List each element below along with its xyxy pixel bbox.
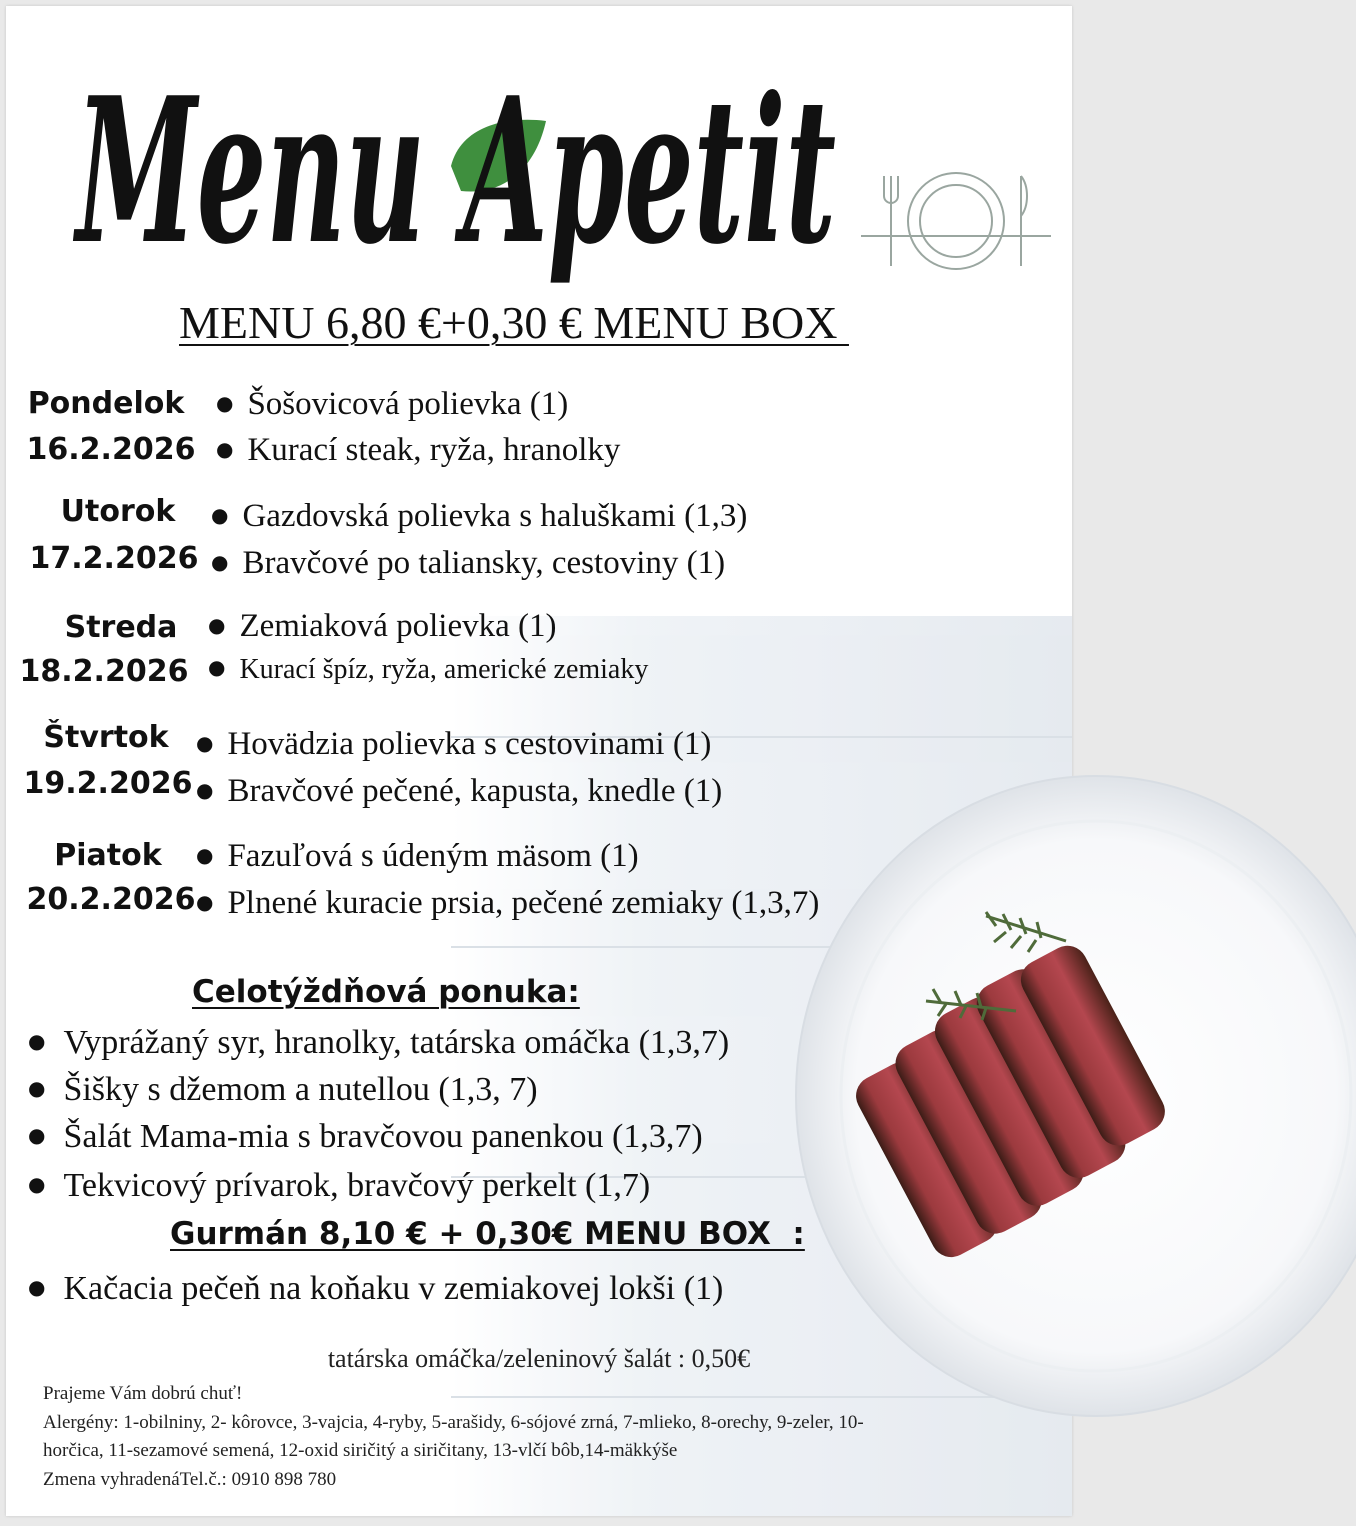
- dish-tuesday-main: ● Bravčové po taliansky, cestoviny (1): [211, 545, 726, 581]
- dish-friday-main: ● Plnené kuracie prsia, pečené zemiaky (1,3,7): [196, 885, 820, 921]
- day-name-thursday: Štvrtok: [43, 720, 169, 755]
- day-name-wednesday: Streda: [64, 610, 178, 645]
- menu-page: [6, 6, 1072, 1516]
- weekly-item: ● Šalát Mama-mia s bravčovou panenkou (1,3,7): [28, 1118, 703, 1155]
- extra-price-note: tatárska omáčka/zeleninový šalát : 0,50€: [327, 1344, 751, 1373]
- footer-greeting: Prajeme Vám dobrú chuť!: [43, 1383, 243, 1404]
- dish-thursday-main: ● Bravčové pečené, kapusta, knedle (1): [196, 773, 723, 809]
- day-name-friday: Piatok: [54, 838, 162, 873]
- dish-thursday-soup: ● Hovädzia polievka s cestovinami (1): [196, 726, 712, 762]
- gourmet-item: ● Kačacia pečeň na koňaku v zemiakovej lokši (1): [28, 1270, 724, 1307]
- footer-allergens-line-2: horčica, 11-sezamové semená, 12-oxid siričitý a siričitany, 13-vlčí bôb,14-mäkkýše: [43, 1440, 678, 1461]
- footer-allergens-line-1: Alergény: 1-obilniny, 2- kôrovce, 3-vajcia, 4-ryby, 5-arašidy, 6-sójové zrná, 7-mlieko, 8-orechy, 9-zeler, 10-: [43, 1412, 864, 1433]
- day-name-tuesday: Utorok: [60, 494, 176, 529]
- day-name-monday: Pondelok: [27, 386, 185, 421]
- weekly-item: ● Vyprážaný syr, hranolky, tatárska omáčka (1,3,7): [28, 1024, 730, 1061]
- day-date-monday: 16.2.2026: [26, 432, 196, 467]
- logo: [66, 26, 1066, 306]
- day-date-wednesday: 18.2.2026: [19, 654, 189, 689]
- gourmet-title: Gurmán 8,10 € + 0,30€ MENU BOX :: [170, 1216, 805, 1252]
- dish-monday-soup: ● Šošovicová polievka (1): [216, 386, 569, 422]
- dish-wednesday-soup: ● Zemiaková polievka (1): [208, 608, 557, 644]
- dish-friday-soup: ● Fazuľová s údeným mäsom (1): [196, 838, 639, 874]
- weekly-item: ● Tekvicový prívarok, bravčový perkelt (1,7): [28, 1167, 651, 1204]
- dish-tuesday-soup: ● Gazdovská polievka s haluškami (1,3): [211, 498, 748, 534]
- plate-cutlery-icon: [861, 173, 1051, 269]
- footer-contact: Zmena vyhradenáTel.č.: 0910 898 780: [43, 1469, 337, 1490]
- dish-wednesday-main: ● Kurací špíz, ryža, americké zemiaky: [208, 654, 649, 685]
- svg-text:Menu Apetit: Menu Apetit: [72, 54, 836, 289]
- menu-price-title: MENU 6,80 €+0,30 € MENU BOX: [179, 297, 849, 348]
- day-date-tuesday: 17.2.2026: [29, 541, 199, 576]
- dish-monday-main: ● Kurací steak, ryža, hranolky: [216, 432, 621, 468]
- day-date-friday: 20.2.2026: [26, 882, 196, 917]
- steak-plate-image: [796, 766, 1356, 1406]
- weekly-offer-title: Celotýždňová ponuka:: [192, 974, 580, 1010]
- day-date-thursday: 19.2.2026: [23, 766, 193, 801]
- weekly-item: ● Šišky s džemom a nutellou (1,3, 7): [28, 1071, 538, 1108]
